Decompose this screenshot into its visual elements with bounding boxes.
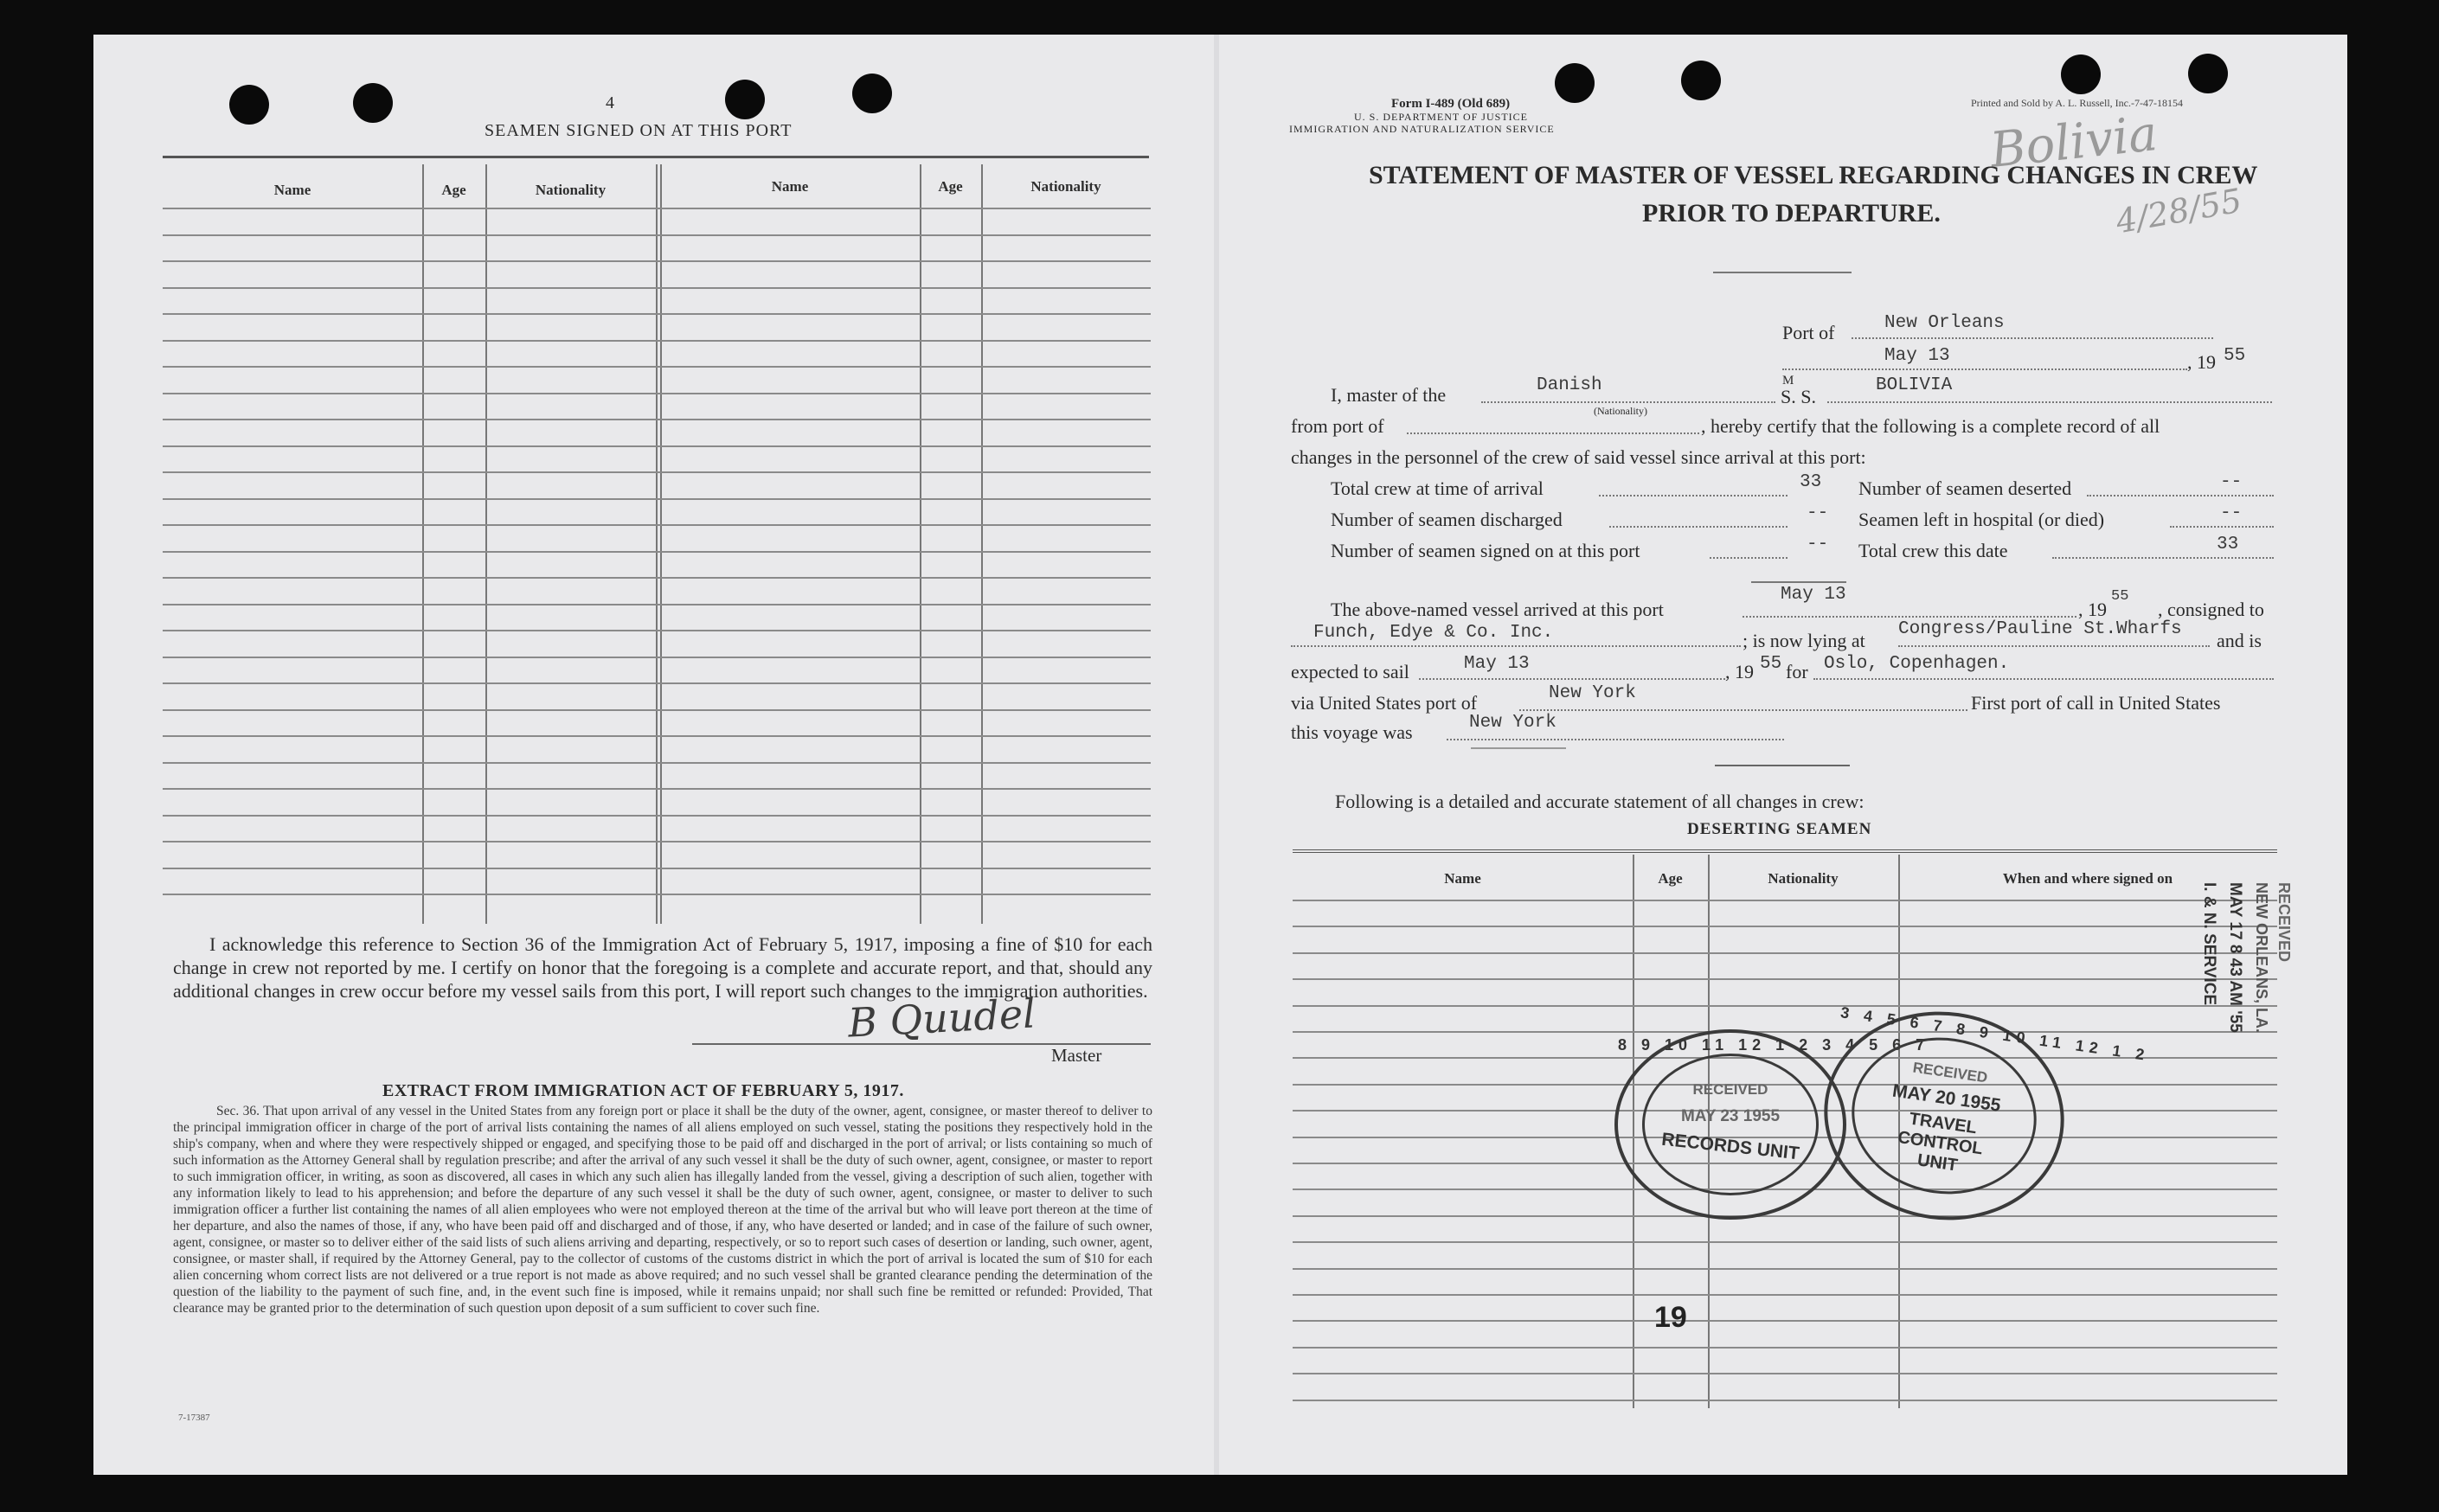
table-row [163,498,1151,500]
table-row [163,815,1151,817]
discharged-value: -- [1807,503,1829,523]
table-row [163,868,1151,869]
and-is-text: and is [2217,630,2262,651]
nationality-caption: (Nationality) [1594,405,1647,417]
consigned-label: , consigned to [2158,599,2264,620]
port-label: Port of [1782,322,1835,343]
certify-text: , hereby certify that the following is a complete record of all [1701,415,2160,437]
table-row [1293,1215,2277,1217]
handwritten-vessel: Bolivia [1987,106,2160,179]
sail-year-prefix: , 19 [1725,661,1754,682]
col-header-name: Name [273,182,311,198]
sail-value: May 13 [1464,654,1530,674]
service-name: IMMIGRATION AND NATURALIZATION SERVICE [1289,123,1555,135]
stray-number: 19 [1654,1301,1687,1334]
punch-hole [852,74,892,113]
date-value: May 13 [1884,346,1950,366]
col-header-nationality: Nationality [1768,870,1839,887]
table-row [1293,978,2277,980]
col-header-age-2: Age [938,178,963,195]
punch-hole [229,85,269,125]
vessel-value: BOLIVIA [1876,375,1953,395]
sail-label: expected to sail [1291,661,1409,682]
table-row [1293,1320,2277,1322]
section-rule [1715,765,1850,766]
via-label: via United States port of [1291,692,1478,714]
table-row [163,577,1151,579]
table-row [163,657,1151,658]
hospital-label: Seamen left in hospital (or died) [1858,509,2105,530]
extract-text: Sec. 36. That upon arrival of any vessel in the United States from any foreign port or place it shall be the duty of the owner, agent, consignee, or master thereof to deliver to the principal immigration officer in charge of the port of arrival lists containing the names of all aliens employed on such vessel, stating the positions they respectively hold in the ship's company, when and where they were respectively shipped or engaged, and specifying those to be paid off and discharged in the port of arrival; or lists containing so much of such information as the Attorney General shall by regulation prescribe; and after the arrival of any such vessel it shall be the duty of such owner, agent, consignee, or master to report to such immigration officer, in writing, as soon as discovered, all cases in which any such alien has illegally landed from the vessel, giving a description of such alien, together with any information likely to lead to his apprehension; and before the departure of any such vessel it shall be the duty of such owner, agent, consignee, or master to deliver to such immigration officer a further list containing the names of all alien employees who were not employed thereon at the time of the arrival but who will leave port thereon at the time of her departure, and also the names of those, if any, who have been paid off and discharged and of those, if any, who have deserted or landed; and in case of the failure of such owner, agent, consignee, or master so to deliver either of the said lists of such aliens arriving and departing, respectively, or so to report such cases of desertion or landing, such owner, agent, consignee, or master shall, if required by the Attorney General, pay to the collector of customs of the customs district in which the port of arrival is located the sum of $10 for each alien concerning whom correct lists are not delivered or a true report is not made as above required; and no such vessel shall be granted clearance pending the determination of the question of the liability to the payment of such fine, and, in the event such fine is imposed, while it remains unpaid; nor shall such fine be remitted or refunded: Provided, That clearance may be granted prior to the determination of such question upon deposit of a sum sufficient to cover such fine. [173,1104,1152,1316]
table-row [1293,1241,2277,1243]
left-heading: SEAMEN SIGNED ON AT THIS PORT [485,121,793,140]
table-row [163,393,1151,394]
form-title-line2: PRIOR TO DEPARTURE. [1642,199,1941,227]
table-row [163,709,1151,711]
table-row [163,208,1151,209]
table-row [163,313,1151,315]
for-label: for [1786,661,1808,682]
table-row [163,234,1151,236]
table-row [1293,1373,2277,1374]
total-date-value: 33 [2217,535,2239,554]
master-of-label: I, master of the [1331,384,1447,406]
lying-value: Congress/Pauline St.Wharfs [1898,619,2182,639]
department: U. S. DEPARTMENT OF JUSTICE [1354,111,1528,123]
table-row [163,419,1151,420]
arrived-year-prefix: , 19 [2078,599,2107,620]
consignee-value: Funch, Edye & Co. Inc. [1313,623,1554,643]
table-row [1293,900,2277,901]
col-header-age: Age [1658,870,1683,887]
table-row [163,630,1151,631]
punch-hole [353,83,393,123]
page-number: 4 [606,93,614,112]
master-label: Master [1051,1045,1102,1066]
ms-label: S. S. [1781,386,1816,407]
deserted-label: Number of seamen deserted [1858,477,2072,499]
table-row [1293,926,2277,927]
extract-title: EXTRACT FROM IMMIGRATION ACT OF FEBRUARY 5, 1917. [382,1081,904,1100]
discharged-label: Number of seamen discharged [1331,509,1563,530]
deserting-heading: DESERTING SEAMEN [1687,820,1872,838]
travel-control-stamp: 3 4 5 6 7 8 9 10 11 12 1 2 RECEIVED MAY 20 1955 TRAVEL CONTROL UNIT [1811,996,2078,1235]
table-row [163,682,1151,684]
title-rule [1713,272,1852,273]
col-header-nationality: Nationality [535,182,607,198]
arrived-value: May 13 [1781,585,1846,605]
table-row [1293,952,2277,954]
col-header-name-2: Name [771,178,809,195]
first-port-label: First port of call in United States [1971,692,2221,714]
table-row [163,735,1151,737]
heading-rule [163,156,1149,158]
table-row [1293,1268,2277,1270]
table-row [163,604,1151,605]
signed-on-table [163,164,1151,924]
table-row [163,788,1151,790]
records-unit-stamp: 8 9 10 11 12 1 2 3 4 5 6 7 RECEIVED MAY 23 1955 RECORDS UNIT [1614,1029,1846,1220]
ms-m: M [1782,374,1794,388]
table-row [163,287,1151,289]
total-date-label: Total crew this date [1858,540,2008,561]
voyage-value: New York [1469,713,1556,733]
signed-on-value: -- [1807,535,1829,554]
col-header-age: Age [441,182,466,198]
year-prefix: , 19 [2187,351,2216,373]
for-value: Oslo, Copenhagen. [1824,654,2010,674]
arrived-label: The above-named vessel arrived at this port [1331,599,1664,620]
port-value: New Orleans [1884,313,2005,333]
table-row [163,841,1151,842]
table-row [163,471,1151,473]
table-row [163,445,1151,447]
punch-hole [1681,61,1721,100]
table-row [163,551,1151,553]
printer-line: Printed and Sold by A. L. Russell, Inc.-7-47-18154 [1971,97,2183,109]
hospital-value: -- [2220,503,2243,523]
punch-hole [2188,54,2228,93]
changes-text: changes in the personnel of the crew of said vessel since arrival at this port: [1291,446,1866,468]
table-row [163,260,1151,262]
punch-hole [1555,63,1595,103]
acknowledgement-text: I acknowledge this reference to Section 36 of the Immigration Act of February 5, 1917, imposing a fine of $10 for each change in crew not reported by me. I certify on honor that the foregoing is a complete and accurate report, and that, should any additional changes in crew occur before my vessel sails from this port, I will report such changes to the immigration authorities. [173,933,1152,1002]
received-new-orleans-stamp: RECEIVED NEW ORLEANS, LA. MAY 17 8 43 AM '55 I. & N. SERVICE [2200,882,2293,1033]
from-port-label: from port of [1291,415,1384,437]
table-row [163,762,1151,764]
arrived-year: 55 [2111,588,2129,605]
table-row [163,340,1151,342]
table-row [1293,1347,2277,1349]
lying-label: ; is now lying at [1743,630,1865,651]
col-header-name: Name [1444,870,1481,887]
total-arrival-label: Total crew at time of arrival [1331,477,1544,499]
handwritten-date: 4/28/55 [2113,181,2245,241]
following-text: Following is a detailed and accurate statement of all changes in crew: [1335,791,1865,812]
total-arrival-value: 33 [1800,472,1822,492]
punch-hole [725,80,765,119]
col-header-nationality-2: Nationality [1030,178,1101,195]
deserted-value: -- [2220,472,2243,492]
table-row [1293,1031,2277,1033]
table-row [1293,1005,2277,1007]
form-id: Form I-489 (Old 689) [1391,97,1511,111]
table-row [1293,1294,2277,1296]
table-row [163,366,1151,368]
stats-rule [1751,581,1846,583]
footer-code: 7-17387 [178,1413,210,1423]
col-header-signed-on: When and where signed on [2002,870,2173,887]
nationality-value: Danish [1537,375,1602,395]
sail-year: 55 [1760,654,1782,674]
voyage-label: this voyage was [1291,721,1413,743]
punch-hole [2061,54,2101,94]
via-value: New York [1549,683,1636,703]
master-signature: B Quudel [846,990,1037,1047]
page-fold [1214,35,1219,1475]
table-row [163,894,1151,895]
year-value: 55 [2224,346,2246,366]
table-row [1293,1400,2277,1401]
form-title-line1: STATEMENT OF MASTER OF VESSEL REGARDING CHANGES IN CREW [1369,161,2258,189]
signed-on-label: Number of seamen signed on at this port [1331,540,1640,561]
table-row [163,524,1151,526]
